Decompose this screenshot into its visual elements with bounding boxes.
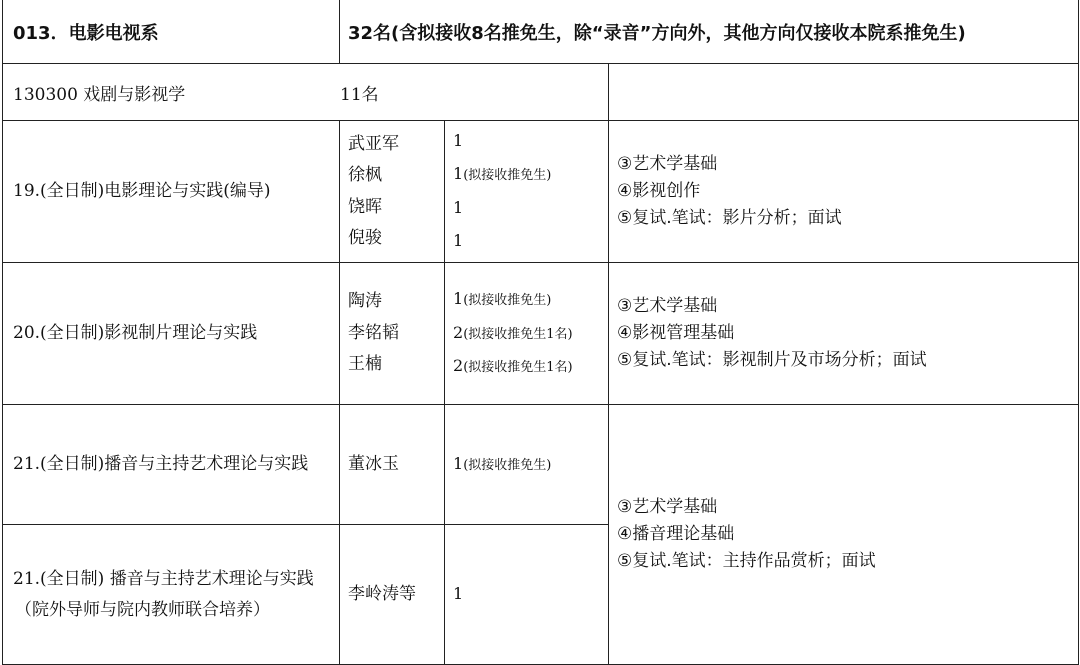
- counts-cell: [445, 121, 609, 263]
- count-value: 1: [453, 453, 464, 473]
- exam-item: ⑤复试.笔试：影视制片及市场分析；面试: [617, 350, 927, 370]
- exams-cell: [609, 263, 1079, 405]
- count-value: 2: [453, 322, 464, 342]
- direction-cell: 19.(全日制)电影理论与实践(编导): [3, 121, 340, 263]
- advisor-name: 徐枫: [348, 165, 382, 185]
- count-value: 1: [453, 583, 464, 603]
- direction-cell: 21.(全日制)播音与主持艺术理论与实践: [3, 405, 340, 525]
- department-label: 013．电影电视系: [3, 0, 340, 64]
- table-row: [3, 263, 1079, 405]
- exam-item: ④影视管理基础: [617, 323, 735, 343]
- advisor-name: 饶晖: [348, 196, 382, 217]
- count-value: 1: [453, 289, 464, 309]
- advisors-cell: [340, 121, 445, 263]
- counts-cell: [445, 405, 609, 525]
- exam-item: ③艺术学基础: [617, 497, 718, 517]
- major-empty-cell: [609, 64, 1079, 121]
- table-row: [3, 405, 1079, 525]
- count-note: (拟接收推免生): [463, 168, 552, 183]
- advisor-name: 倪骏: [348, 228, 382, 248]
- count-value: 1: [453, 130, 464, 150]
- count-note: (拟接收推免生1名): [463, 360, 573, 376]
- count-value: 1: [453, 164, 464, 183]
- admission-table: [2, 0, 1079, 665]
- direction-cell: [3, 525, 340, 665]
- department-header-row: [3, 0, 1079, 64]
- exam-item: ⑤复试.笔试：主持作品赏析；面试: [617, 551, 876, 571]
- major-quota: 11名: [340, 84, 379, 105]
- counts-cell: [445, 525, 609, 665]
- exam-item: ③艺术学基础: [617, 154, 718, 174]
- exam-item: ⑤复试.笔试：影片分析；面试: [617, 208, 842, 228]
- counts-cell: [445, 263, 609, 405]
- advisors-cell: [340, 263, 445, 405]
- count-value: 1: [453, 197, 464, 217]
- exam-item: ④影视创作: [617, 181, 701, 201]
- major-code-name: 130300 戏剧与影视学: [13, 84, 186, 105]
- exams-cell: [609, 405, 1079, 665]
- direction-cell: 20.(全日制)影视制片理论与实践: [3, 263, 340, 405]
- department-summary: 32名(含拟接收8名推免生，除“录音”方向外，其他方向仅接收本院系推免生): [340, 0, 1079, 64]
- count-value: 2: [453, 356, 464, 376]
- direction-text: 21.(全日制) 播音与主持艺术理论与实践: [13, 568, 314, 589]
- advisor-name: 董冰玉: [348, 453, 399, 474]
- count-note: (拟接收推免生1名): [463, 326, 573, 342]
- count-note: (拟接收推免生): [463, 457, 552, 473]
- advisors-cell: [340, 525, 445, 665]
- advisor-name: 武亚军: [348, 133, 399, 154]
- count-value: 1: [453, 231, 464, 250]
- exam-item: ④播音理论基础: [617, 524, 735, 544]
- count-note: (拟接收推免生): [463, 293, 552, 309]
- advisors-cell: [340, 405, 445, 525]
- exam-item: ③艺术学基础: [617, 296, 718, 316]
- exams-cell: [609, 121, 1079, 263]
- advisor-name: 王楠: [348, 354, 382, 375]
- major-cell: [3, 64, 609, 121]
- direction-note: （院外导师与院内教师联合培养）: [15, 599, 270, 620]
- advisor-name: 李岭涛等: [348, 583, 416, 604]
- advisor-name: 李铭韬: [348, 322, 399, 343]
- major-row: [3, 64, 1079, 121]
- advisor-name: 陶涛: [348, 291, 382, 312]
- table-row: [3, 121, 1079, 263]
